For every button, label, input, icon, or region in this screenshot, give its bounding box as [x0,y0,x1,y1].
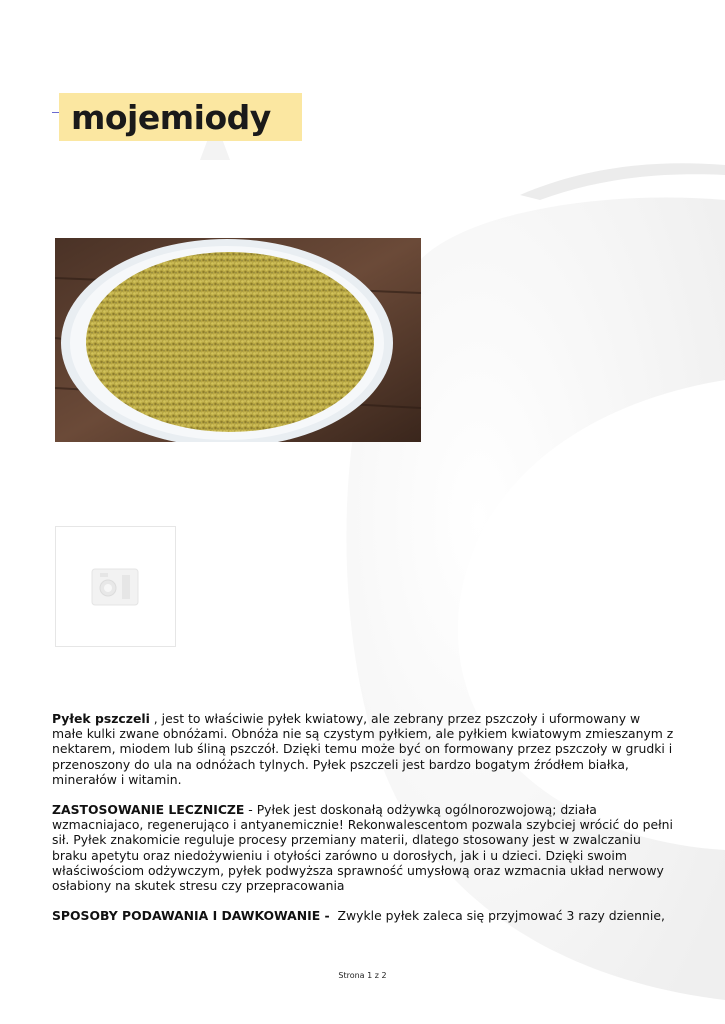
paragraph-dosage [52,908,674,923]
paragraph-intro-text: , jest to właściwie pyłek kwiatowy, ale zebrany przez pszczoły i uformowany w małe kulki zwane obnóżami. Obnóża nie są czystym pyłkiem, ale pyłkiem kwiatowym zmieszanym z nektarem, miodem lub śliną pszczół. Dzięki temu może być on formowany przez pszczoły w grudki i przenoszony do ula na odnóżach tylnych. Pyłek pszczeli jest bardzo bogatym źródłem białka, minerałów i witamin. [52,711,674,787]
logo-text: mojemiody [71,97,271,137]
site-logo[interactable] [59,93,302,141]
page-number: Strona 1 z 2 [338,971,387,980]
logo-divider [52,112,59,113]
paragraph-medical-use [52,802,674,893]
paragraph-medical-use-text: - Pyłek jest doskonałą odżywką ogólnorozwojową; działa wzmacniajaco, regenerująco i antyanemicznie! Rekonwalescentom pozwala szybciej wrócić do pełni sił. Pyłek znakomicie reguluje procesy przemiany materii, dlatego stosowany jest w zwalczaniu braku apetytu oraz niedożywieniu i otyłości zarówno u dorosłych, jak i u dzieci. Dzięki swoim właściwościom odżywczym, pyłek podwyższa sprawność umysłową oraz wzmacnia układ nerwowy osłabiony na skutek stresu czy przepracowania [52,802,673,894]
image-placeholder [55,526,176,647]
term-pylek: Pyłek pszczeli [52,711,150,726]
pollen-plate-photo [55,238,421,442]
heading-dosage: SPOSOBY PODAWANIA I DAWKOWANIE - [52,908,330,924]
paragraph-dosage-text: Zwykle pyłek zaleca się przyjmować 3 razy dziennie, [329,908,665,924]
paragraph-intro [52,711,674,787]
image-placeholder-icon [90,565,140,609]
article-body [52,711,674,938]
heading-medical-use: ZASTOSOWANIE LECZNICZE [52,802,245,818]
